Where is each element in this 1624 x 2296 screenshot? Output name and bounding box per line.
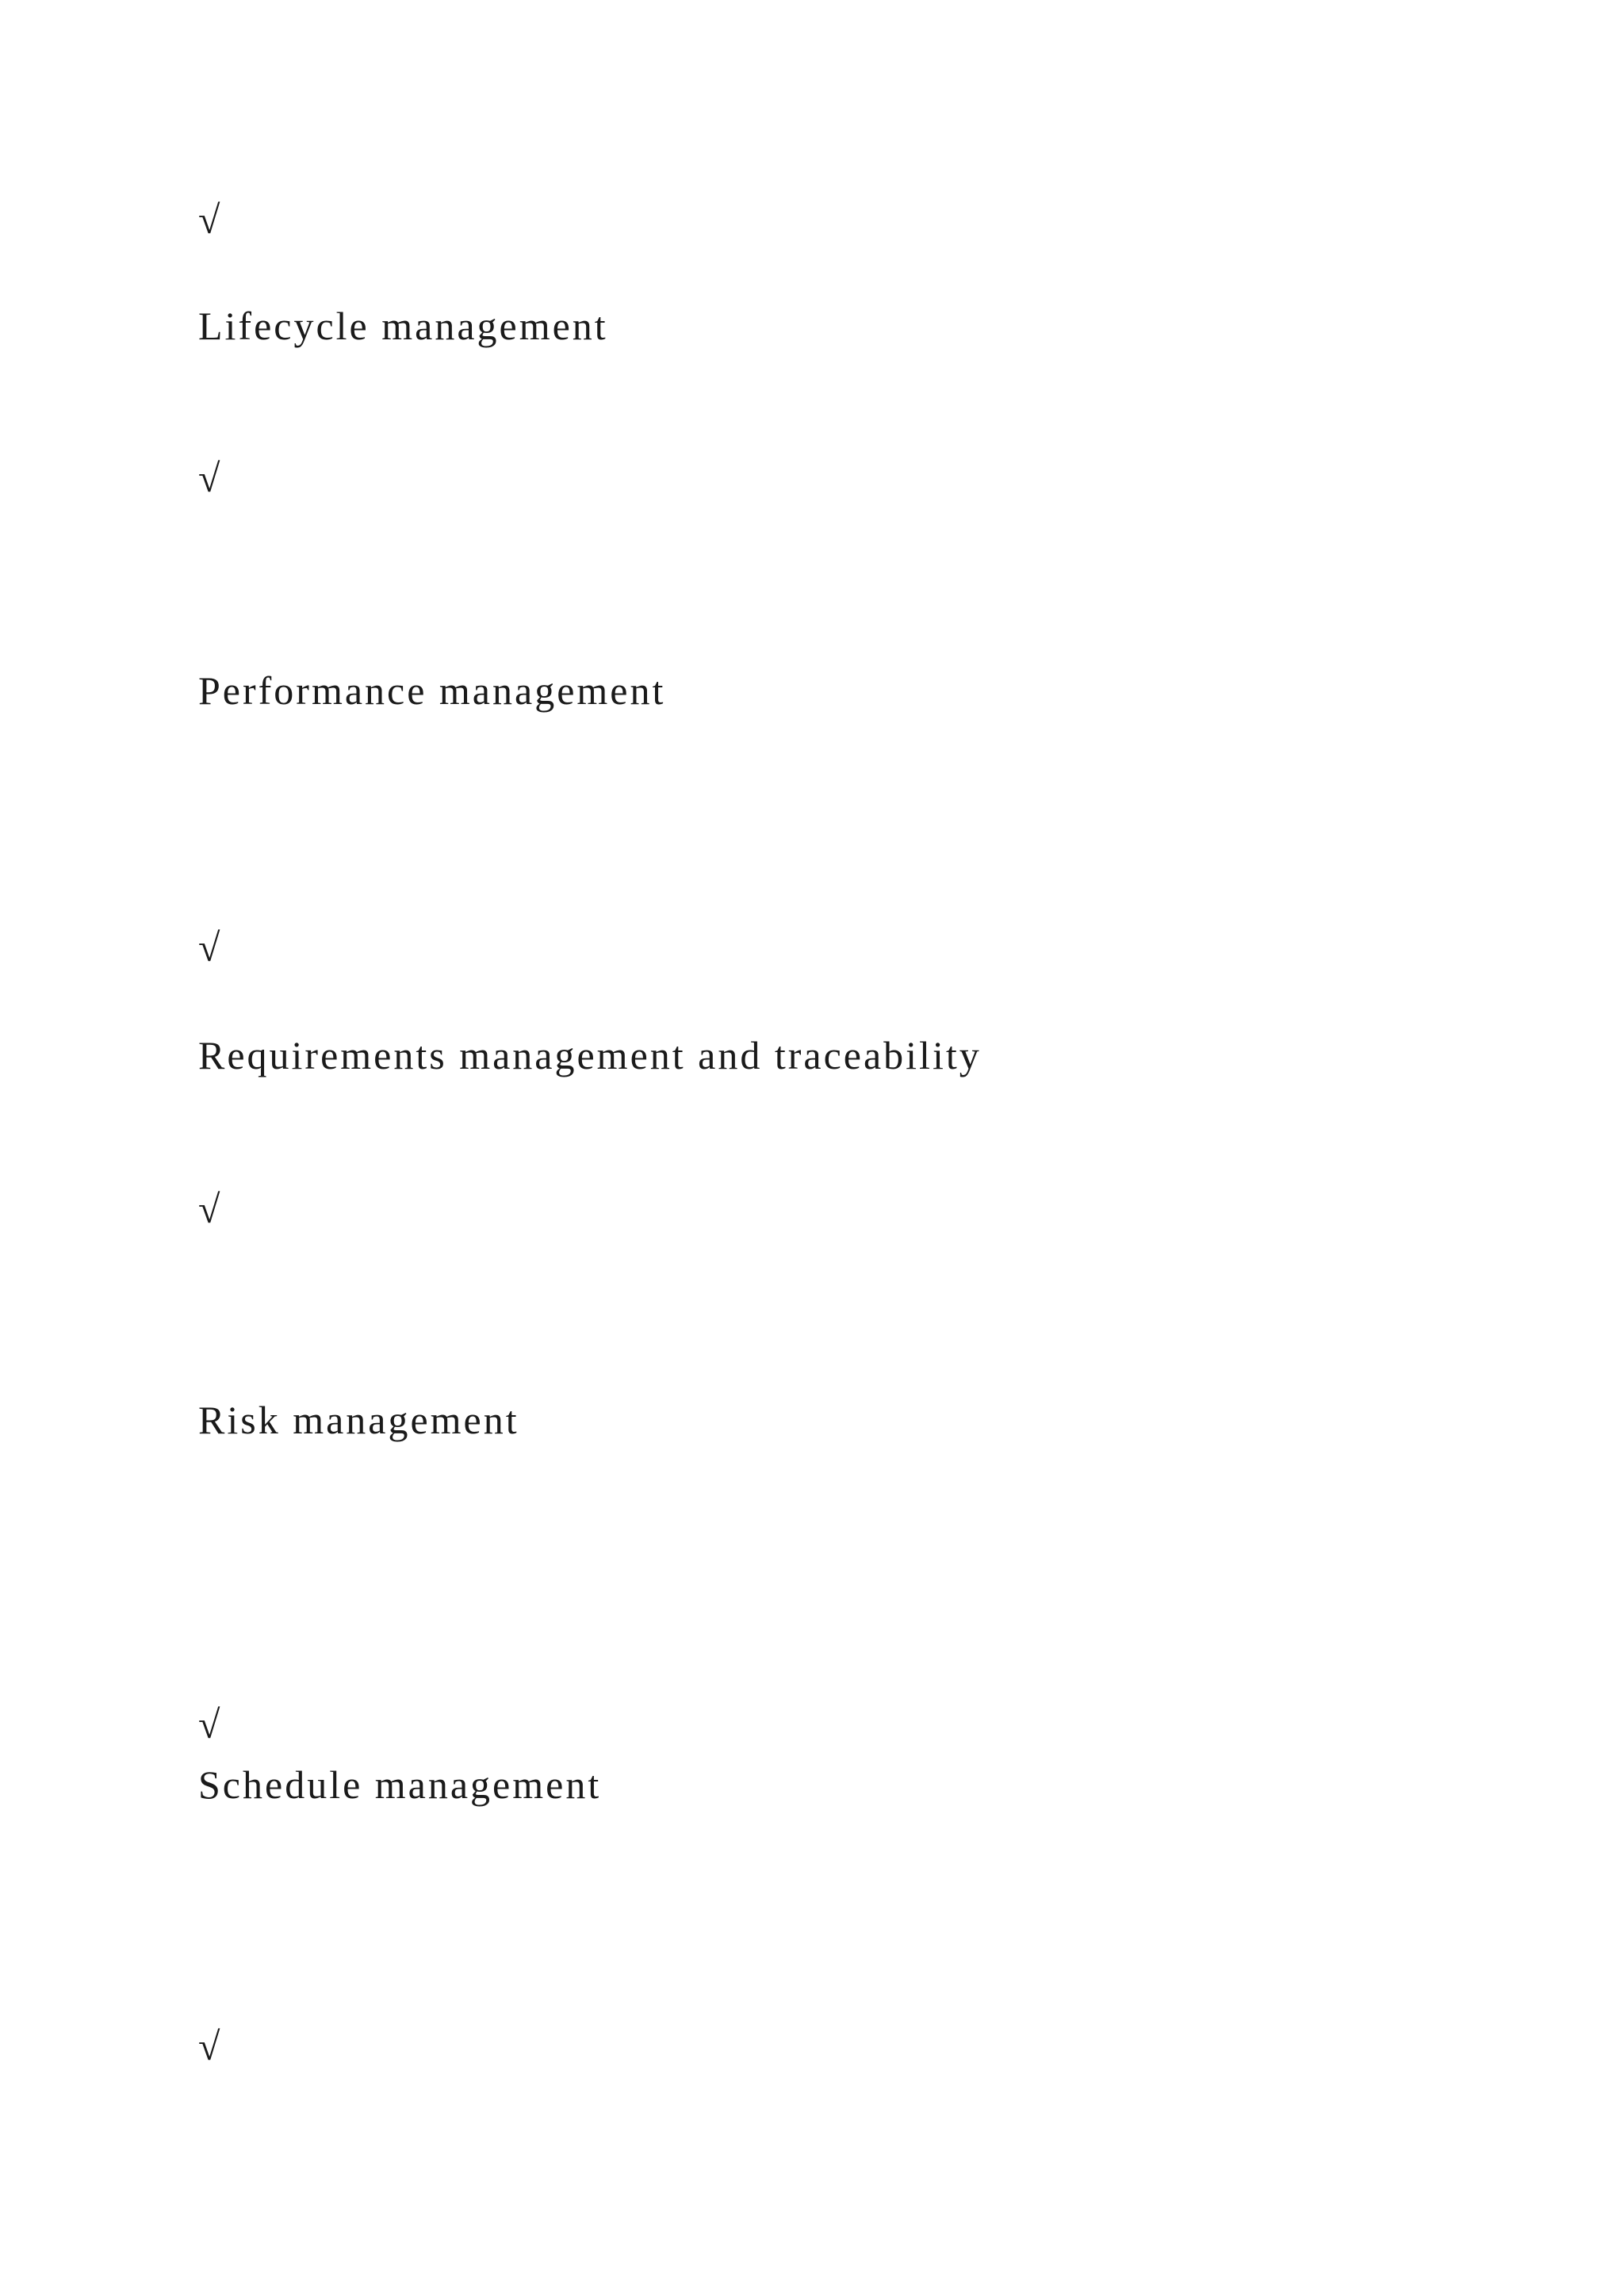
item-label-performance: Performance management [198, 668, 666, 713]
check-mark: √ [198, 1187, 220, 1231]
item-label-schedule: Schedule management [198, 1762, 602, 1807]
check-mark: √ [198, 1702, 220, 1747]
check-mark: √ [198, 197, 220, 242]
check-mark: √ [198, 925, 220, 970]
item-label-requirements: Requirements management and traceability [198, 1033, 982, 1077]
item-label-lifecycle: Lifecycle management [198, 304, 608, 348]
item-label-risk: Risk management [198, 1398, 519, 1442]
check-mark: √ [198, 456, 220, 500]
check-mark: √ [198, 2024, 220, 2068]
